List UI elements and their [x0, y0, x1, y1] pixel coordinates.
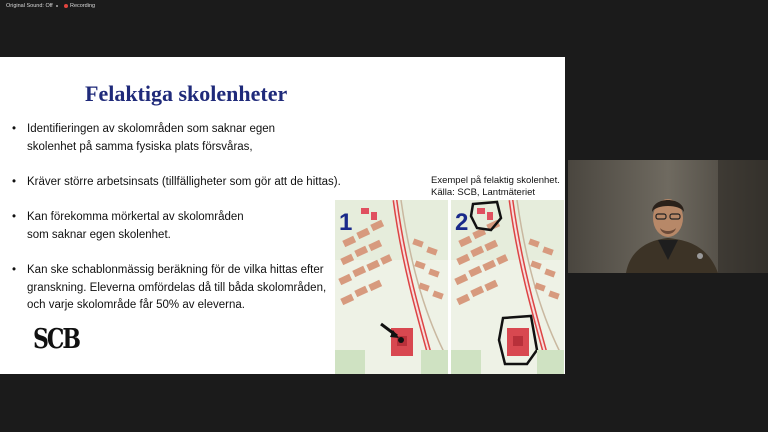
bullet-line: och varje skolområde får 50% av eleverna.: [27, 299, 245, 311]
bullet-line: Kan förekomma mörkertal av skolområden: [27, 211, 244, 223]
map-1-graphic: [335, 200, 448, 374]
recording-dot-icon: [64, 4, 68, 8]
map-1-number: 1: [339, 209, 353, 236]
map-example-1: [335, 200, 448, 374]
bullet-line: Kan ske schablonmässig beräkning för de vilka hittas efter: [27, 264, 324, 276]
caption-line-2: Källa: SCB, Lantmäteriet: [431, 187, 536, 198]
original-sound-status[interactable]: Original Sound: Off: [6, 3, 53, 9]
bullet-line: som saknar egen skolenhet.: [27, 228, 171, 241]
bullet-2: [12, 174, 341, 192]
bullet-4: [12, 262, 326, 315]
recording-label: Recording: [70, 3, 96, 9]
bullet-line: Identifieringen av skolområden som saknar egen: [27, 123, 276, 135]
map-2-graphic: [451, 200, 564, 374]
bullet-dot-icon: •: [12, 211, 17, 223]
bullet-dot-icon: •: [12, 176, 17, 188]
caption-line-1: Exempel på felaktig skolenhet.: [431, 175, 560, 186]
bullet-dot-icon: •: [12, 123, 17, 135]
bullet-3: [12, 209, 244, 244]
bullet-1: [12, 121, 275, 156]
bullet-line: granskning. Eleverna omfördelas då till båda skolområden,: [27, 281, 327, 294]
bullet-line: skolenhet på samma fysiska plats försvåras,: [27, 140, 253, 153]
map-example-2: [451, 200, 564, 374]
recording-indicator[interactable]: [64, 3, 95, 9]
participant-video-feed: [568, 160, 768, 273]
separator-dot: [56, 5, 58, 7]
bullet-dot-icon: •: [12, 264, 17, 276]
participant-video-tile[interactable]: [568, 160, 768, 273]
scb-logo: SCB: [33, 323, 79, 356]
shared-slide: [0, 57, 565, 374]
meeting-status-bar: [0, 0, 768, 14]
map-2-number: 2: [455, 209, 469, 236]
bullet-line: Kräver större arbetsinsats (tillfälligheter som gör att de hittas).: [27, 176, 341, 188]
map-caption: [431, 175, 560, 199]
slide-title: Felaktiga skolenheter: [85, 81, 288, 106]
